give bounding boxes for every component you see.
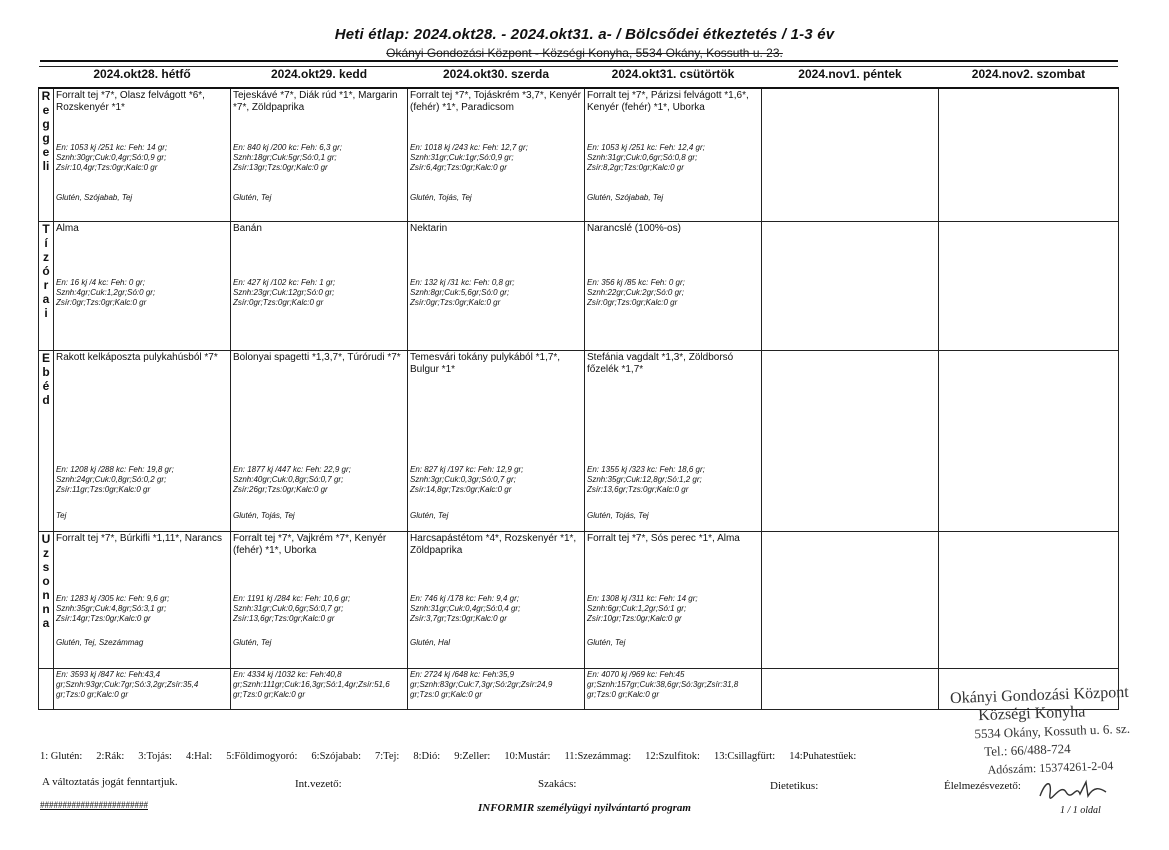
- legend-item: 11:Szezámmag:: [564, 751, 632, 762]
- nutrition-info: En: 427 kj /102 kc: Feh: 1 gr; Sznh:23gr;Cuk:12gr;Só:0 gr; Zsír:0gr;Tzs:0gr;Kalc:0 gr: [233, 278, 336, 307]
- dish-name: Temesvári tokány pulykából *1,7*, Bulgur *1*: [410, 352, 561, 375]
- dish-name: [939, 89, 1118, 91]
- menu-cell: [939, 351, 1119, 532]
- meal-label-letter: ó: [42, 264, 50, 278]
- stamp-line-1: Okányi Gondozási Központ: [949, 683, 1129, 708]
- meal-label-letter: b: [42, 365, 50, 379]
- manager-label: Int.vezető:: [295, 778, 342, 790]
- menu-cell: [54, 351, 231, 532]
- legend-item: 7:Tej:: [375, 751, 400, 762]
- stamp-line-5: Adószám: 15374261-2-04: [987, 758, 1114, 777]
- dish-name: [939, 222, 1118, 224]
- dish-name: Nektarin: [410, 223, 448, 234]
- allergen-list: Glutén, Tojás, Tej: [587, 511, 649, 520]
- menu-cell: [54, 88, 231, 222]
- day-header-1: 2024.okt28. hétfő: [93, 67, 191, 81]
- allergen-list: Glutén, Tej: [233, 638, 272, 647]
- rights-note: A változtatás jogát fenntartjuk.: [42, 776, 178, 788]
- allergen-list: Glutén, Szójabab, Tej: [587, 193, 664, 202]
- dish-name: Forralt tej *7*, Búrkifli *1,11*, Narancs: [56, 533, 222, 544]
- meal-label-letter: e: [42, 145, 50, 159]
- menu-title: Heti étlap: 2024.okt28. - 2024.okt31. a- / Bölcsődei étkeztetés / 1-3 év: [334, 26, 835, 43]
- meal-label-letter: n: [42, 588, 50, 602]
- legend-item: 5:Földimogyoró:: [226, 751, 298, 762]
- dish-name: Narancslé (100%-os): [587, 223, 681, 234]
- meal-label-letter: R: [41, 89, 51, 103]
- allergen-list: Glutén, Tej: [587, 638, 626, 647]
- menu-cell: [762, 532, 939, 669]
- total-label: [39, 669, 54, 710]
- meal-label-letter: e: [42, 103, 50, 117]
- legend-item: 9:Zeller:: [454, 751, 491, 762]
- nutrition-info: En: 1308 kj /311 kc: Feh: 14 gr; Sznh:6gr;Cuk:1,2gr;Só:1 gr; Zsír:10gr;Tzs:0gr;Kalc:0 gr: [587, 594, 698, 623]
- menu-cell: [408, 222, 585, 351]
- menu-cell: [762, 351, 939, 532]
- allergen-list: Glutén, Hal: [410, 638, 451, 647]
- allergen-list: Glutén, Tojás, Tej: [233, 511, 295, 520]
- nutrition-info: En: 1208 kj /288 kc: Feh: 19,8 gr; Sznh:24gr;Cuk:0,8gr;Só:0,2 gr; Zsír:11gr;Tzs:0gr;Kalc:0 gr: [56, 465, 174, 494]
- menu-cell: [939, 88, 1119, 222]
- dish-name: Banán: [233, 223, 262, 234]
- legend-item: 12:Szulfitok:: [645, 751, 700, 762]
- menu-cell: [585, 351, 762, 532]
- dish-name: Forralt tej *7*, Tojáskrém *3,7*, Kenyér (fehér) *1*, Paradicsom: [410, 90, 582, 113]
- day-header-3: 2024.okt30. szerda: [442, 67, 550, 81]
- snack-label: [39, 222, 54, 351]
- meal-label-letter: í: [44, 236, 48, 250]
- day-header-6: 2024.nov2. szombat: [971, 67, 1086, 81]
- menu-cell: [585, 222, 762, 351]
- legend-item: 4:Hal:: [185, 751, 213, 762]
- daily-total: En: 2724 kj /648 kc: Feh:35,9 gr;Sznh:83gr;Cuk:7,3gr;Só:2gr;Zsír:24,9 gr;Tzs:0 gr;Kalc:0 gr: [410, 670, 553, 699]
- legend-item: 14:Puhatestűek:: [789, 751, 857, 762]
- daily-total-cell: [585, 669, 762, 710]
- meal-label-letter: T: [42, 222, 50, 236]
- daily-total: En: 3593 kj /847 kc: Feh:43,4 gr;Sznh:93gr;Cuk:7gr;Só:3,2gr;Zsír:35,4 gr;Tzs:0 gr;Kalc:0 gr: [56, 670, 199, 699]
- nutrition-info: En: 1053 kj /251 kc: Feh: 14 gr; Sznh:30gr;Cuk:0,4gr;Só:0,9 gr; Zsír:10,4gr;Tzs:0gr;Kalc:0 gr: [56, 143, 168, 172]
- allergen-list: Glutén, Tej: [410, 511, 449, 520]
- nutrition-info: En: 1283 kj /305 kc: Feh: 9,6 gr; Sznh:35gr;Cuk:4,8gr;Só:3,1 gr; Zsír:14gr;Tzs:0gr;Kalc:0 gr: [56, 594, 170, 623]
- legend-item: 1: Glutén:: [40, 751, 83, 762]
- food-manager-label: Élelmezésvezető:: [944, 780, 1021, 792]
- meal-label-letter: o: [42, 574, 50, 588]
- dish-name: Harcsapástétom *4*, Rozskenyér *1*, Zöldpaprika: [410, 533, 577, 556]
- dish-name: Alma: [56, 223, 79, 234]
- day-header-4: 2024.okt31. csütörtök: [611, 67, 735, 81]
- dish-name: [762, 532, 938, 534]
- official-stamp: [889, 684, 1132, 782]
- menu-cell: [54, 222, 231, 351]
- dish-name: Forralt tej *7*, Párizsi felvágott *1,6*, Kenyér (fehér) *1*, Uborka: [587, 90, 749, 113]
- legend-item: 6:Szójabab:: [311, 751, 361, 762]
- meal-label-letter: E: [41, 351, 50, 365]
- meal-label-letter: d: [42, 393, 50, 407]
- breakfast-label: [39, 88, 54, 222]
- legend-item: 2:Rák:: [96, 751, 125, 762]
- menu-body: [39, 88, 1119, 710]
- meal-label-letter: i: [44, 306, 48, 320]
- daily-total-cell: [54, 669, 231, 710]
- lunch-label: [39, 351, 54, 532]
- nutrition-info: En: 1191 kj /284 kc: Feh: 10,6 gr; Sznh:31gr;Cuk:0,6gr;Só:0,7 gr; Zsír:13,6gr;Tzs:0gr;Kalc:0 gr: [233, 594, 351, 623]
- nutrition-info: En: 746 kj /178 kc: Feh: 9,4 gr; Sznh:31gr;Cuk:0,4gr;Só:0,4 gr; Zsír:3,7gr;Tzs:0gr;Kalc:0 gr: [410, 594, 521, 623]
- legend-item: 8:Dió:: [413, 751, 441, 762]
- meal-label-letter: r: [43, 278, 49, 292]
- daily-total: En: 4334 kj /1032 kc: Feh:40,8 gr;Sznh:111gr;Cuk:16,3gr;Só:1,4gr;Zsír:51,6 gr;Tzs:0 gr;Kalc:0 gr: [233, 670, 390, 699]
- allergen-list: Tej: [56, 511, 67, 520]
- meal-label-letter: U: [41, 532, 51, 546]
- nutrition-info: En: 1355 kj /323 kc: Feh: 18,6 gr; Sznh:35gr;Cuk:12,8gr;Só:1,2 gr; Zsír:13,6gr;Tzs:0gr;Kalc:0 gr: [587, 465, 705, 494]
- header-divider: [40, 60, 1118, 62]
- stamp-line-3: 5534 Okány, Kossuth u. 6. sz.: [974, 720, 1131, 742]
- daily-total-cell: [231, 669, 408, 710]
- menu-cell: [585, 532, 762, 669]
- nutrition-info: En: 1877 kj /447 kc: Feh: 22,9 gr; Sznh:40gr;Cuk:0,8gr;Só:0,7 gr; Zsír:26gr;Tzs:0gr;Kalc:0 gr: [233, 465, 351, 494]
- cook-label: Szakács:: [538, 778, 577, 790]
- menu-cell: [585, 88, 762, 222]
- legend-item: 10:Mustár:: [504, 751, 551, 762]
- menu-cell: [408, 532, 585, 669]
- dish-name: Forralt tej *7*, Sós perec *1*, Alma: [587, 533, 740, 544]
- day-header-2: 2024.okt29. kedd: [270, 67, 368, 81]
- legend-item: 3:Tojás:: [138, 751, 172, 762]
- daily-total: En: 4070 kj /969 kc: Feh:45 gr;Sznh:157gr;Cuk:38,6gr;Só:3gr;Zsír:31,8 gr;Tzs:0 gr;Kalc:0 gr: [587, 670, 739, 699]
- day-headers: [54, 67, 1119, 89]
- menu-cell: [231, 88, 408, 222]
- weekly-menu-table: [38, 66, 1119, 710]
- dish-name: Stefánia vagdalt *1,3*, Zöldborsó főzelék *1,7*: [587, 352, 734, 375]
- menu-cell: [762, 88, 939, 222]
- breakfast-row: [39, 88, 1119, 222]
- allergen-list: Glutén, Tej, Szezámmag: [56, 638, 144, 647]
- meal-label-letter: n: [42, 602, 50, 616]
- meal-label-letter: z: [43, 250, 49, 264]
- meal-label-letter: g: [42, 117, 50, 131]
- program-name: INFORMIR személyügyi nyilvántartó program: [478, 802, 691, 814]
- nutrition-info: En: 16 kj /4 kc: Feh: 0 gr; Sznh:4gr;Cuk:1,2gr;Só:0 gr; Zsír:0gr;Tzs:0gr;Kalc:0 gr: [56, 278, 156, 307]
- daily-total: [939, 669, 1118, 671]
- nutrition-info: En: 132 kj /31 kc: Feh: 0,8 gr; Sznh:8gr;Cuk:5,6gr;Só:0 gr; Zsír:0gr;Tzs:0gr;Kalc:0 gr: [410, 278, 515, 307]
- day-header-row: [39, 67, 1119, 89]
- dish-name: [939, 532, 1118, 534]
- corner-cell: [39, 67, 54, 89]
- allergen-list: Glutén, Tojás, Tej: [410, 193, 472, 202]
- nutrition-info: En: 1053 kj /251 kc: Feh: 12,4 gr; Sznh:31gr;Cuk:0,6gr;Só:0,8 gr; Zsír:8,2gr;Tzs:0gr;Kalc:0 gr: [587, 143, 705, 172]
- meal-label-letter: li: [42, 159, 50, 173]
- daily-total-cell: [408, 669, 585, 710]
- nutrition-info: En: 840 kj /200 kc: Feh: 6,3 gr; Sznh:18gr;Cuk:5gr;Só:0,1 gr; Zsír:13gr;Tzs:0gr;Kalc:0 gr: [233, 143, 342, 172]
- afternoon-snack-row: [39, 532, 1119, 669]
- dish-name: [762, 89, 938, 91]
- day-header-5: 2024.nov1. péntek: [798, 67, 902, 81]
- dish-name: Forralt tej *7*, Vajkrém *7*, Kenyér (fehér) *1*, Uborka: [233, 533, 387, 556]
- allergen-list: Glutén, Tej: [233, 193, 272, 202]
- menu-cell: [231, 532, 408, 669]
- nutrition-info: En: 356 kj /85 kc: Feh: 0 gr; Sznh:22gr;Cuk:2gr;Só:0 gr; Zsír:0gr;Tzs:0gr;Kalc:0 gr: [587, 278, 685, 307]
- menu-cell: [939, 532, 1119, 669]
- daily-total: [762, 669, 938, 671]
- stamp-line-2: Községi Konyha: [977, 703, 1086, 725]
- meal-label-letter: g: [42, 131, 50, 145]
- doc-code: ########################: [40, 800, 148, 810]
- menu-cell: [762, 222, 939, 351]
- snack-row: [39, 222, 1119, 351]
- menu-cell: [939, 222, 1119, 351]
- menu-cell: [54, 532, 231, 669]
- nutrition-info: En: 1018 kj /243 kc: Feh: 12,7 gr; Sznh:31gr;Cuk:1gr;Só:0,9 gr; Zsír:6,4gr;Tzs:0gr;Kalc:0 gr: [410, 143, 528, 172]
- menu-cell: [231, 222, 408, 351]
- meal-label-letter: a: [42, 616, 50, 630]
- menu-subtitle: Okányi Gondozási Központ - Községi Konyha, 5534 Okány, Kossuth u. 23.: [386, 46, 783, 60]
- meal-label-letter: é: [42, 379, 50, 393]
- menu-cell: [231, 351, 408, 532]
- dish-name: [762, 351, 938, 353]
- nutrition-info: En: 827 kj /197 kc: Feh: 12,9 gr; Sznh:3gr;Cuk:0,3gr;Só:0,7 gr; Zsír:14,8gr;Tzs:0gr;Kalc:0 gr: [410, 465, 524, 494]
- meal-label-letter: z: [43, 546, 49, 560]
- lunch-row: [39, 351, 1119, 532]
- stamp-line-4: Tel.: 66/488-724: [983, 740, 1071, 759]
- allergen-list: Glutén, Szójabab, Tej: [56, 193, 133, 202]
- afternoon-snack-label: [39, 532, 54, 669]
- meal-label-letter: a: [42, 292, 50, 306]
- dish-name: Forralt tej *7*, Olasz felvágott *6*, Rozskenyér *1*: [56, 90, 205, 113]
- dish-name: Tejeskávé *7*, Diák rúd *1*, Margarin *7*, Zöldpaprika: [233, 90, 398, 113]
- dish-name: Rakott kelkáposzta pulykahúsból *7*: [56, 352, 218, 363]
- legend-item: 13:Csillagfürt:: [713, 751, 776, 762]
- dietitian-label: Dietetikus:: [770, 780, 819, 792]
- dish-name: Bolonyai spagetti *1,3,7*, Túrórudi *7*: [233, 352, 401, 363]
- dish-name: [939, 351, 1118, 353]
- menu-cell: [408, 88, 585, 222]
- signature: [1036, 776, 1116, 802]
- page-number: 1 / 1 oldal: [1060, 805, 1101, 816]
- menu-cell: [408, 351, 585, 532]
- meal-label-letter: s: [42, 560, 50, 574]
- dish-name: [762, 222, 938, 224]
